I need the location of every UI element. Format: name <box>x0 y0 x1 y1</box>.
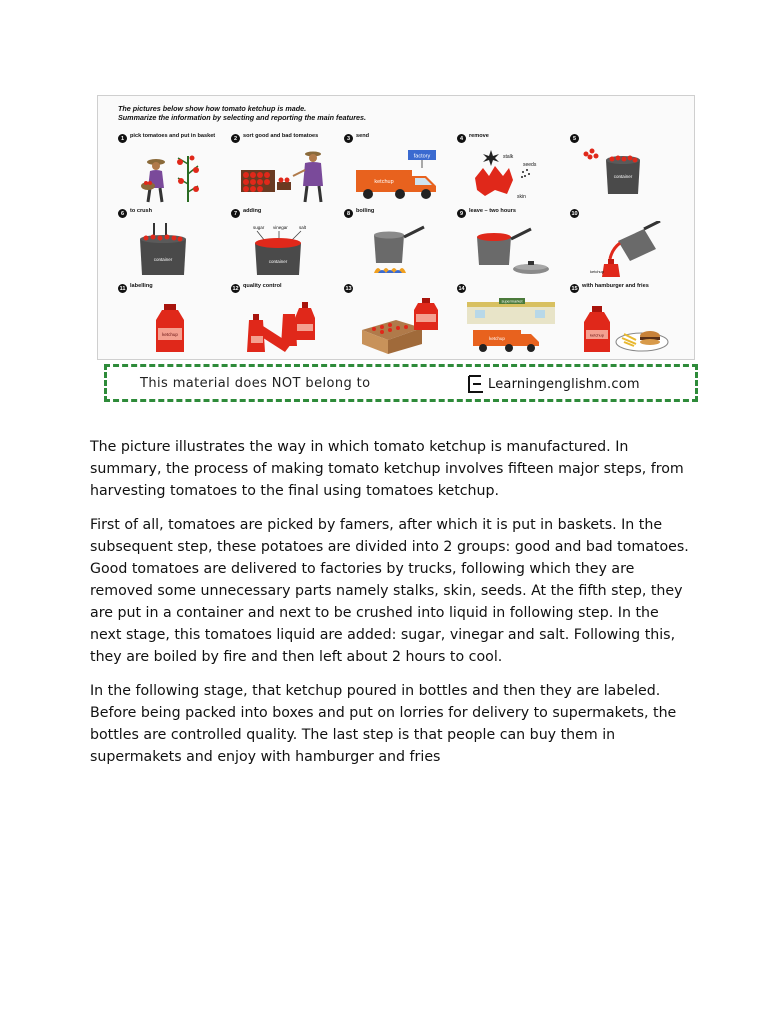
credit-banner <box>104 364 698 402</box>
boiling-pot-icon <box>352 221 444 279</box>
step-10 <box>568 207 680 281</box>
step-14 <box>455 282 567 356</box>
step-15 <box>568 282 680 356</box>
step-number: 2 <box>231 134 240 143</box>
pour-bottle-label: ketchup <box>590 269 605 274</box>
step-6 <box>116 207 228 281</box>
step-label: adding <box>243 208 262 214</box>
seeds-label: seeds <box>523 162 537 168</box>
step-number: 7 <box>231 209 240 218</box>
tomatoes-into-container-icon <box>578 146 670 204</box>
farmer-picking-icon <box>126 146 218 204</box>
credit-site: Learningenglishm.com <box>488 376 640 392</box>
step-label: boiling <box>356 208 375 214</box>
essay-body <box>90 436 690 780</box>
step-label: to crush <box>130 208 153 214</box>
hamburger-and-fries-icon <box>578 296 670 354</box>
adding-ingredients-icon <box>239 221 331 279</box>
step-number: 9 <box>457 209 466 218</box>
vinegar-label: vinegar <box>273 225 288 230</box>
step-number: 4 <box>457 134 466 143</box>
step-label: remove <box>469 133 489 139</box>
step-1 <box>116 132 228 206</box>
step-2 <box>229 132 341 206</box>
step-label: with hamburger and fries <box>582 283 649 289</box>
step-label: quality control <box>243 283 282 289</box>
site-logo <box>467 373 640 395</box>
credit-text: This material does NOT belong to <box>140 376 371 391</box>
step-number: 14 <box>458 285 465 292</box>
step-number: 3 <box>344 134 353 143</box>
step-7 <box>229 207 341 281</box>
step-8 <box>342 207 454 281</box>
step-number: 10 <box>571 210 578 217</box>
step-label: leave – two hours <box>469 208 516 214</box>
stalk-label: stalk <box>503 154 514 160</box>
cooling-pot-icon <box>465 221 557 279</box>
step-12 <box>229 282 341 356</box>
figure-heading <box>118 104 678 122</box>
figure-heading-line2: Summarize the information by selecting and reporting the main features. <box>118 113 367 122</box>
labelled-bottle-label: ketchup <box>162 332 178 337</box>
container-label: container <box>613 174 633 179</box>
delivery-truck-icon <box>352 146 444 204</box>
step-label: send <box>356 133 370 139</box>
step-3 <box>342 132 454 206</box>
step-13 <box>342 282 454 356</box>
step-label: pick tomatoes and put in basket <box>130 133 216 139</box>
quality-control-bottles-icon <box>239 296 331 354</box>
step-9 <box>455 207 567 281</box>
step-number: 8 <box>344 209 353 218</box>
salt-label: salt <box>299 225 307 230</box>
truck-sign-label: factory <box>413 153 431 160</box>
essay-paragraph-3: In the following stage, that ketchup poured in bottles and then they are labeled. Before being packed into boxes and put on lorries for delivery to supermakets, the bottles are controlled quality. The last step is that people can buy them in supermakets and enjoy with hamburger and fries <box>90 683 677 765</box>
crusher-container-label: container <box>153 257 173 262</box>
essay-paragraph-2: First of all, tomatoes are picked by famers, after which it is put in baskets. In the subsequent step, these potatoes are divided into 2 groups: good and bad tomatoes. Good tomatoes are delivered to factories by trucks, following which they are removed some unnecessary parts namely stalks, skin, seeds. At the fifth step, they are put in a container and next to be crushed into liquid in following step. In the next stage, this tomatoes liquid are added: sugar, vinegar and salt. Following this, they are boiled by fire and then left about 2 hours to cool. <box>90 517 689 665</box>
step-number: 13 <box>345 285 352 292</box>
crusher-icon <box>126 221 218 279</box>
step-4 <box>455 132 567 206</box>
packing-box-icon <box>352 296 444 354</box>
step-number: 6 <box>118 209 127 218</box>
essay-paragraph-1: The picture illustrates the way in which tomato ketchup is manufactured. In summary, the process of making tomato ketchup involves fifteen major steps, from harvesting tomatoes to the final using tomatoes ketchup. <box>90 439 684 499</box>
sugar-label: sugar <box>253 225 265 230</box>
ketchup-process-figure <box>97 95 695 360</box>
step-label: sort good and bad tomatoes <box>243 133 319 139</box>
labelled-bottle-icon <box>126 296 218 354</box>
step-5 <box>568 132 680 206</box>
sorting-tomatoes-icon <box>239 146 331 204</box>
supermarket-delivery-icon <box>465 296 557 354</box>
step-11 <box>116 282 228 356</box>
remove-stalk-skin-seeds-icon <box>465 146 557 204</box>
serving-bottle-label: ketchup <box>589 332 605 338</box>
truck-body-label: ketchup <box>374 179 394 185</box>
adding-container-label: container <box>268 259 288 264</box>
figure-heading-line1: The pictures below show how tomato ketchup is made. <box>118 104 307 113</box>
step-number: 11 <box>119 285 126 292</box>
steps-grid <box>116 132 682 356</box>
pouring-into-bottle-icon <box>578 221 670 279</box>
step-label: labelling <box>130 283 153 289</box>
step-number: 15 <box>571 285 578 292</box>
step-number: 1 <box>118 134 127 143</box>
supermarket-sign-label: supermarket <box>501 299 523 304</box>
lorry-body-label: ketchup <box>489 336 505 341</box>
step-number: 5 <box>570 134 579 143</box>
skin-label: skin <box>517 194 526 200</box>
step-number: 12 <box>232 285 239 292</box>
learningenglish-logo-icon <box>467 374 485 394</box>
